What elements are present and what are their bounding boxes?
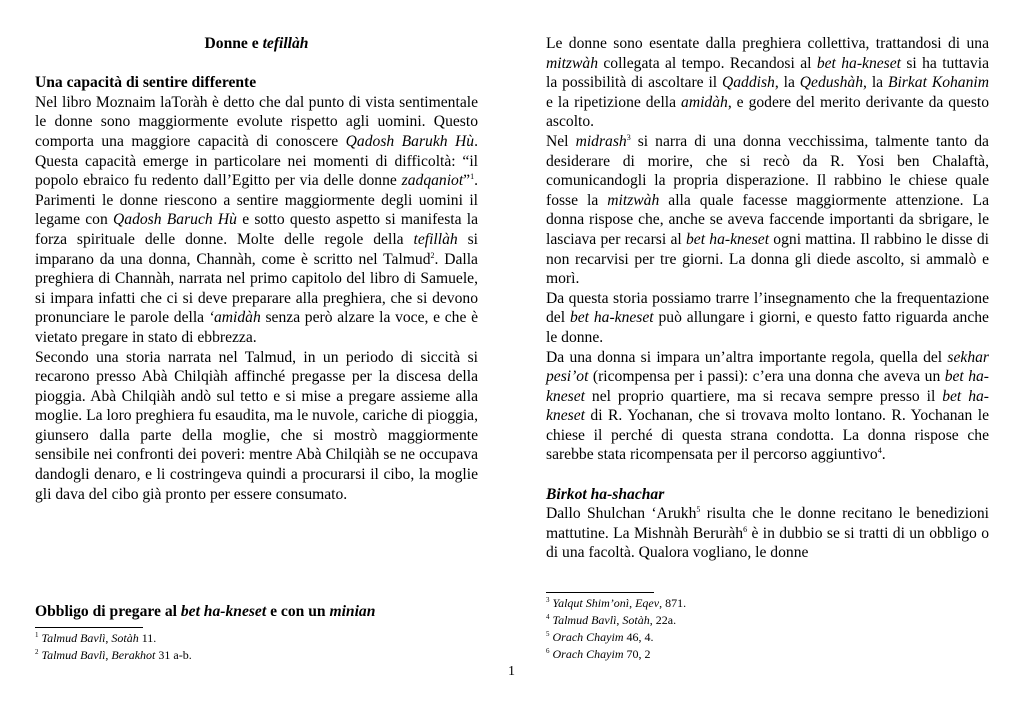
footnote-marker: 4 <box>877 446 882 456</box>
footnote-marker: 4 <box>546 613 550 621</box>
footnote-marker: 5 <box>546 630 550 638</box>
paragraph: Nel midrash$^3$ si narra di una donna vecchissima, talmente tanto da desiderare di morire, che si recò da R. Yosi ben Chalaftà, comunicandogli la propria disperazione. Il rabbino le chiese quale fosse la mitzwàh alla quale facesse maggiormente attenzione. La donna rispose che, anche se aveva faccende importanti da sbrigare, le lasciava per recarsi al bet ha-kneset ogni mattina. Il rabbino le disse di non recarvisi per tre giorni. La donna gli diede ascolto, si ammalò e morì. <box>546 132 989 288</box>
footnote: $^5$ Orach Chayim 46, 4. <box>546 630 654 644</box>
footnote-marker: 1 <box>470 171 475 181</box>
footnote-rule <box>35 627 143 628</box>
footnote: $^3$ Yalqut Shim’onì, Eqev, 871. <box>546 596 687 610</box>
paragraph: Dallo Shulchan ‘Arukh$^5$ risulta che le donne recitano le benedizioni mattutine. La Mishnàh Beruràh$^6$ è in dubbio se si tratti di un obbligo o di una facoltà. Qualora vogliano, le donne <box>546 505 989 562</box>
right-footnotes <box>546 595 686 663</box>
footnote-marker: 2 <box>35 648 39 656</box>
left-footnotes <box>35 630 192 664</box>
page-number: 1 <box>508 664 515 679</box>
footnote-marker: 6 <box>546 647 550 655</box>
section-heading-birkot: Birkot ha-shachar <box>546 485 665 503</box>
paragraph: Le donne sono esentate dalla preghiera collettiva, trattandosi di una mitzwàh collegata al tempo. Recandosi al bet ha-kneset si ha tuttavia la possibilità di ascoltare il Qaddish, la Qedushàh, la Birkat Kohanim e la ripetizione della amidàh, e godere del merito derivante da questo ascolto. <box>546 35 990 131</box>
footnote-marker: 3 <box>626 132 631 142</box>
footnote: $^1$ Talmud Bavlì, Sotàh 11. <box>35 631 157 645</box>
paragraph: Nel libro Moznaim laToràh è detto che dal punto di vista sentimentale le donne sono maggiormente evolute rispetto agli uomini. Questo comporta una maggiore capacità di conoscere Qadosh Barukh Hù. Questa capacità emerge in particolare nei momenti di difficoltà: “il popolo ebraico fu redento dall’Egitto per via delle donne zadqaniot”$^1$. Parimenti le donne riescono a sentire maggiormente degli uomini il legame con Qadosh Baruch Hù e sotto questo aspetto si manifesta la forza spirituale delle donne. Molte delle regole della tefillàh si imparano da una donna, Channàh, come è scritto nel Talmud$^2$. Dalla preghiera di Channàh, narrata nel primo capitolo del libro di Samuele, si impara infatti che ci si deve preparare alla preghiera, che si devono pronunciare le parole della ‘amidàh senza però alzare la voce, e che è vietato pregare in stato di ebbrezza. <box>35 93 479 346</box>
section-heading-obbligo: Obbligo di pregare al bet ha-kneset e con un minian <box>35 603 376 620</box>
left-column <box>35 34 478 504</box>
footnote-marker: 2 <box>430 250 435 260</box>
page-title: Donne e tefillàh <box>204 35 309 52</box>
right-column <box>546 34 989 563</box>
footnote: $^4$ Talmud Bavlì, Sotàh, 22a. <box>546 613 677 627</box>
section-heading-sentire: Una capacità di sentire differente <box>35 74 257 92</box>
paragraph: Da questa storia possiamo trarre l’insegnamento che la frequentazione del bet ha-kneset può allungare i giorni, e questo fatto riguarda anche le donne. <box>546 289 989 346</box>
footnote: $^2$ Talmud Bavlì, Berakhot 31 a-b. <box>35 648 192 662</box>
footnote: $^6$ Orach Chayim 70, 2 <box>546 647 651 661</box>
footnote-marker: 1 <box>35 631 39 639</box>
footnote-marker: 3 <box>546 596 550 604</box>
footnote-marker: 5 <box>696 505 701 515</box>
footnote-rule <box>546 592 654 593</box>
footnote-marker: 6 <box>743 524 748 534</box>
paragraph: Da una donna si impara un’altra importante regola, quella del sekhar pesi’ot (ricompensa per i passi): c’era una donna che aveva un bet ha-kneset nel proprio quartiere, ma si recava sempre presso il bet ha-kneset di R. Yochanan, che si trovava molto lontano. R. Yochanan le chiese il perché di questa strana condotta. La donna rispose che sarebbe stata ricompensata per il percorso aggiuntivo$^4$. <box>546 348 989 464</box>
paragraph: Secondo una storia narrata nel Talmud, in un periodo di siccità si recarono presso Abà Chilqiàh affinché pregasse per la discesa della pioggia. Abà Chilqiàh andò sul tetto e si mise a pregare assieme alla moglie. La loro preghiera fu esaudita, ma le nuvole, cariche di pioggia, giunsero dalla parte della moglie, che si mostrò maggiormente sensibile nei confronti dei poveri: mentre Abà Chilqiàh se ne occupava dandogli denaro, e li costringeva quindi a procurarsi il cibo, la moglie gli dava del cibo già pronto per essere consumato. <box>35 348 478 503</box>
